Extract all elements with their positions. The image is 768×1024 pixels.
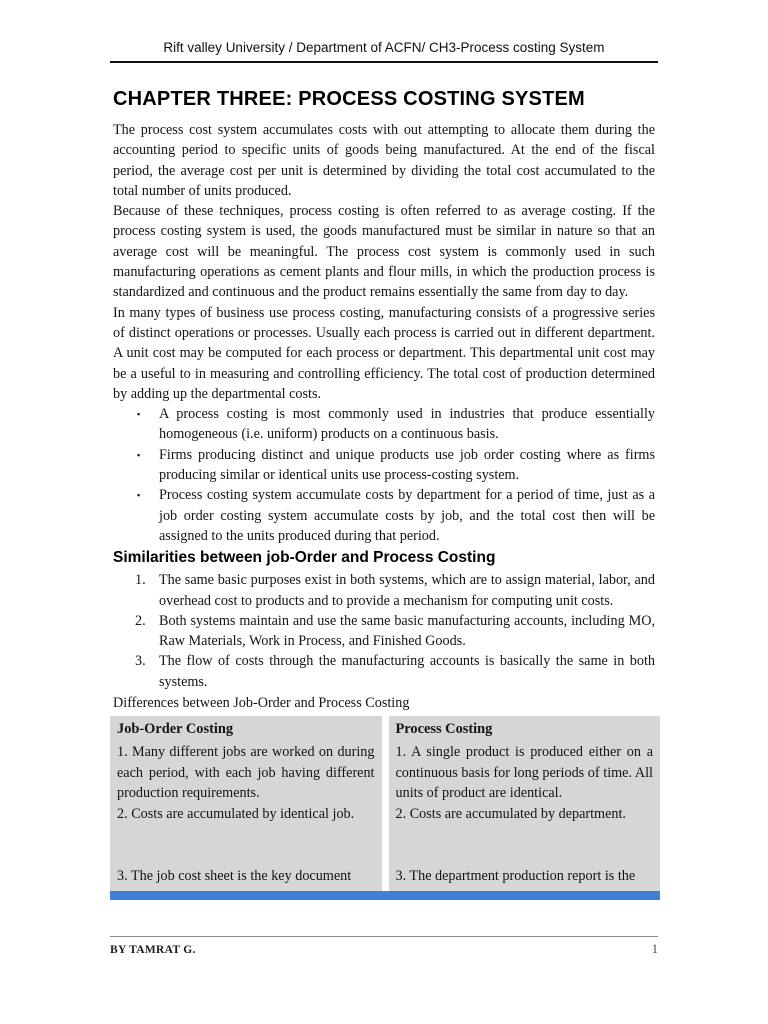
page-header <box>110 40 658 63</box>
bullet-item <box>113 404 655 445</box>
item-text: The flow of costs through the manufacturing accounts is basically the same in both systems. <box>159 653 655 690</box>
footer-author: BY TAMRAT G. <box>110 944 196 956</box>
column-header-job-order: Job-Order Costing <box>117 721 234 738</box>
item-number: 3. <box>135 653 146 670</box>
column-header-process: Process Costing <box>395 721 493 738</box>
item-text: The same basic purposes exist in both systems, which are to assign material, labor, and overhead cost to products and to provide a mechanism for computing unit costs. <box>159 572 655 609</box>
table-cell: 1. Many different jobs are worked on during each period, with each job having different production requirements. <box>117 744 375 802</box>
job-order-column <box>110 716 382 891</box>
page-footer <box>110 936 658 957</box>
bullet-list <box>113 404 655 546</box>
bullet-item <box>113 485 655 546</box>
chapter-title: CHAPTER THREE: PROCESS COSTING SYSTEM <box>113 88 585 110</box>
page-content <box>113 84 655 900</box>
header-text: Rift valley University / Department of ACFN/ CH3-Process costing System <box>163 40 605 55</box>
bullet-text: A process costing is most commonly used in industries that produce essentially homogeneous (i.e. uniform) products on a continuous basis. <box>159 406 655 443</box>
paragraph-2: Because of these techniques, process costing is often referred to as average costing. If the process costing system is used, the goods manufactured must be similar in nature so that an average cost will be meaningful. The process cost system is commonly used in such manufacturing operations as cement plants and flour mills, in which the production process is standardized and continuous and the product remains essentially the same from day to day. <box>113 203 655 301</box>
bullet-text: Firms producing distinct and unique products use job order costing where as firms producing similar or identical units use process-costing system. <box>159 446 655 484</box>
paragraph-3: In many types of business use process costing, manufacturing consists of a progressive series of distinct operations or processes. Usually each process is carried out in different department. A unit cost may be computed for each process or department. This departmental unit cost may be a useful to in measuring and controlling efficiency. The total cost of production determined by adding up the departmental costs. <box>113 304 655 402</box>
item-text: Both systems maintain and use the same basic manufacturing accounts, including MO, Raw Materials, Work in Process, and Finished Goods. <box>159 612 655 650</box>
bullet-marker-icon: ▪ <box>137 409 141 420</box>
table-cell: 3. The department production report is the <box>395 867 636 884</box>
numbered-item <box>113 651 655 692</box>
bullet-marker-icon: ▪ <box>137 449 141 460</box>
item-number: 2. <box>135 612 146 629</box>
bullet-marker-icon: ▪ <box>137 490 141 501</box>
page-number: 1 <box>651 942 658 956</box>
bullet-item <box>113 445 655 486</box>
table-cell: 2. Costs are accumulated by identical job. <box>117 805 355 822</box>
differences-table <box>110 716 660 891</box>
differences-label: Differences between Job-Order and Process Costing <box>113 695 410 712</box>
horizontal-scrollbar[interactable] <box>110 891 660 900</box>
similarities-list <box>113 570 655 692</box>
paragraph-1: The process cost system accumulates costs with out attempting to allocate them during the accounting period to specific units of goods being manufactured. At the end of the fiscal period, the average cost per unit is determined by dividing the total cost accumulated to the total number of units produced. <box>113 122 655 199</box>
process-costing-column <box>389 716 661 891</box>
similarities-heading: Similarities between job-Order and Process Costing <box>113 549 496 567</box>
table-cell: 1. A single product is produced either on a continuous basis for long periods of time. All units of product are identical. <box>395 744 653 802</box>
table-cell: 2. Costs are accumulated by department. <box>395 805 626 822</box>
item-number: 1. <box>135 572 146 589</box>
numbered-item <box>113 611 655 652</box>
table-cell: 3. The job cost sheet is the key document <box>117 867 352 884</box>
numbered-item <box>113 570 655 611</box>
bullet-text: Process costing system accumulate costs by department for a period of time, just as a job order costing system accumulate costs by job, and the total cost then will be assigned to the units produced during that period. <box>159 487 655 544</box>
